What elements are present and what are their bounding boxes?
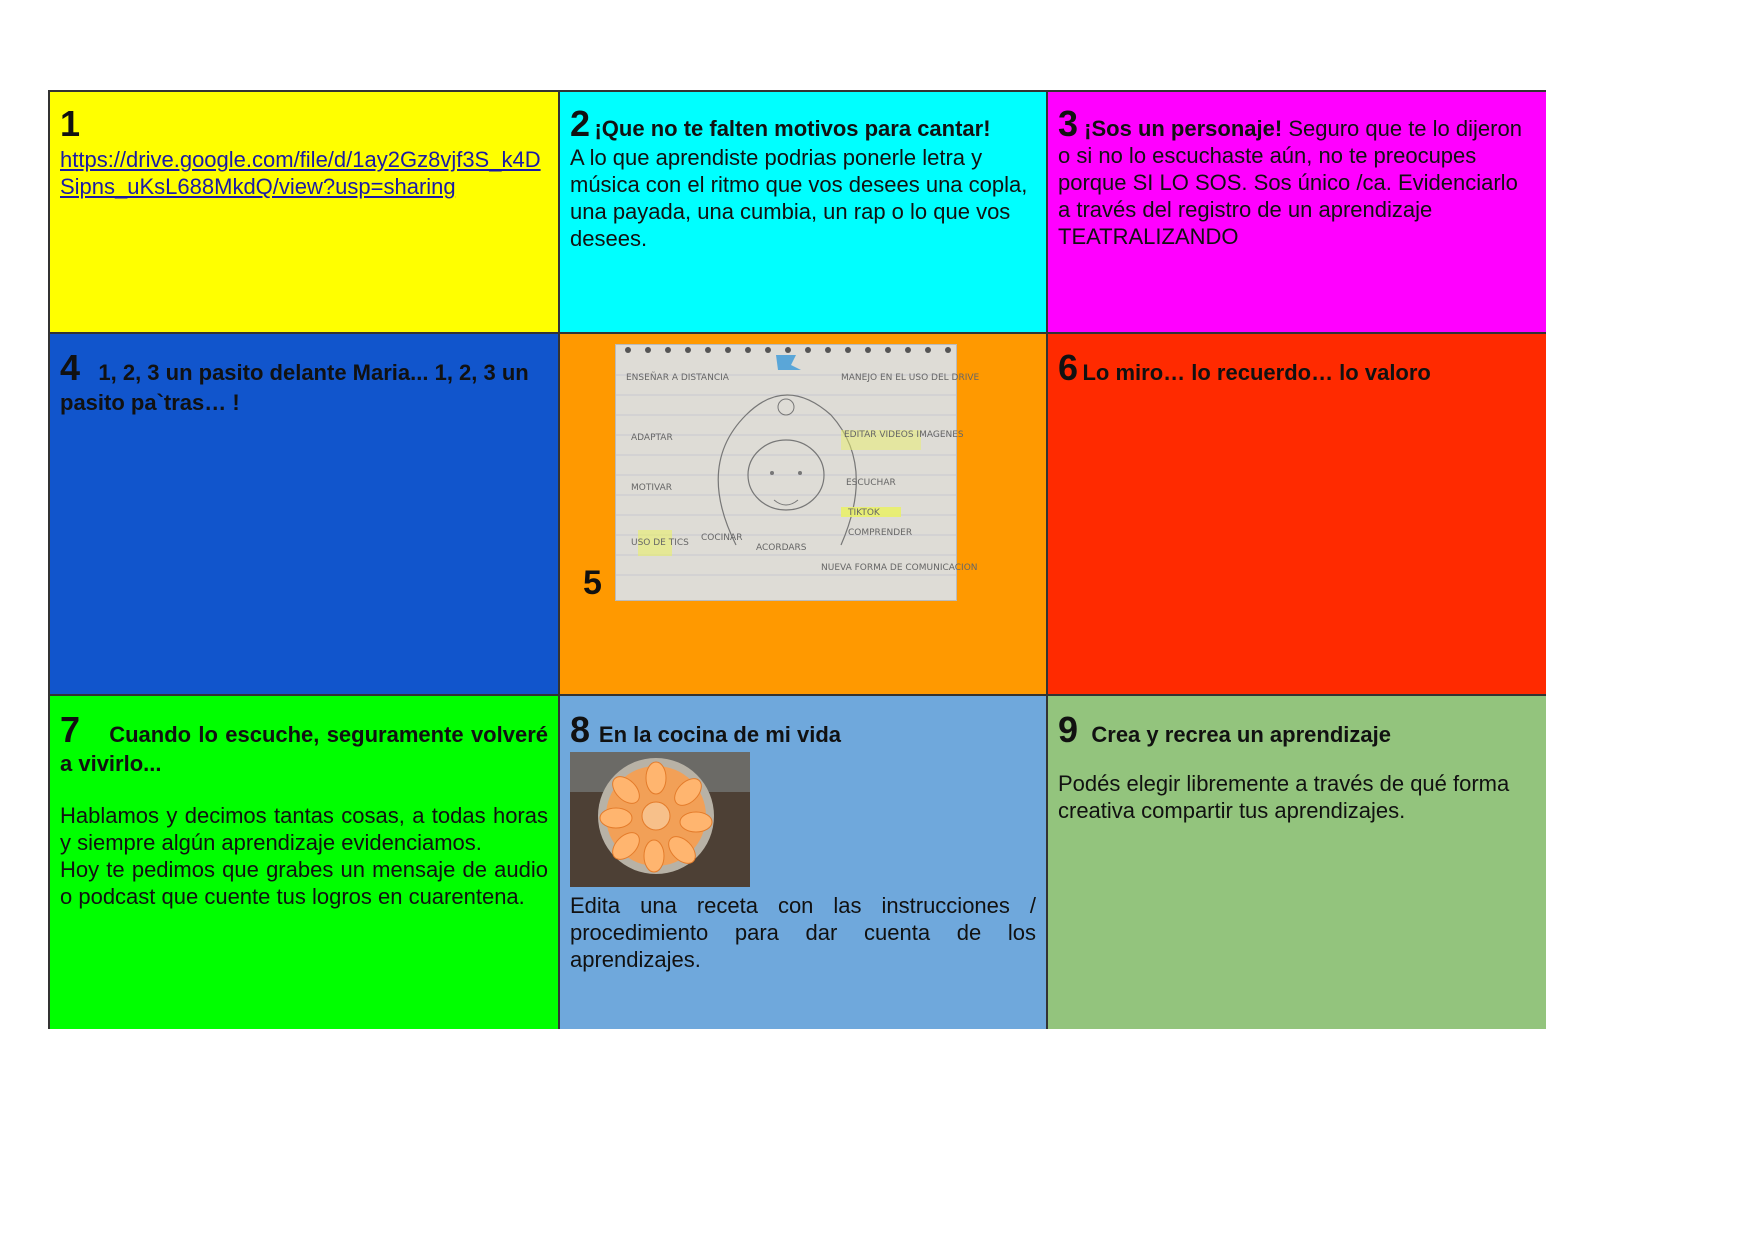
cell-number: 7 [60,709,81,750]
sketch-word: NUEVA FORMA DE COMUNICACION [821,563,978,573]
cell-body: A lo que aprendiste podrias ponerle letra y música con el ritmo que vos desees una copla, una payada, una cumbia, un rap o lo que vos desees. [570,145,1028,251]
sketch-word: USO DE TICS [631,538,689,548]
sketch-word: COCINAR [701,533,743,543]
cell-body: Edita una receta con las instrucciones / procedimiento para dar cuenta de los aprendizajes. [570,893,1036,972]
cell-number: 8 [570,709,591,750]
sketch-word: ENSEÑAR A DISTANCIA [626,373,729,383]
cell-title: Cuando lo escuche, seguramente volveré a vivirlo... [60,722,548,776]
cell-title: Lo miro… lo recuerdo… lo valoro [1082,360,1431,385]
cell-2 [560,92,1048,334]
cell-number: 2 [570,103,591,144]
sketch-word: ESCUCHAR [846,478,896,488]
cell-7 [50,696,560,1029]
sketch-word: COMPRENDER [848,528,913,538]
cell-number: 5 [583,564,602,602]
cell-number: 9 [1058,709,1079,750]
mind-map-drawing [616,345,980,600]
cell-title: 1, 2, 3 un pasito delante Maria... 1, 2, 3 un pasito pa`tras… ! [60,360,529,415]
cell-3 [1048,92,1546,334]
cell-title: En la cocina de mi vida [598,722,842,747]
cell-body: Podés elegir libremente a través de qué forma creativa compartir tus aprendizajes. [1058,771,1510,823]
drive-link[interactable]: https://drive.google.com/file/d/1ay2Gz8vjf3S_k4DSipns_uKsL688MkdQ/view?usp=sharing [60,147,541,199]
cell-number: 3 [1058,103,1079,144]
sketch-word: ACORDARS [756,543,807,553]
cell-8 [560,696,1048,1029]
cell-1 [50,92,560,334]
sketch-word: TIKTOK [848,508,880,518]
tart-image [570,752,750,887]
cell-title: ¡Sos un personaje! [1084,116,1283,141]
cell-title: Crea y recrea un aprendizaje [1091,722,1391,747]
sketch-word: MOTIVAR [631,483,672,493]
cell-6 [1048,334,1546,696]
cell-body-2: Hoy te pedimos que grabes un mensaje de audio o podcast que cuente tus logros en cuarentena. [60,857,548,909]
tart-photo [570,752,750,887]
sketch-word: ADAPTAR [631,433,673,443]
cell-5 [560,334,1048,696]
activity-grid [48,90,1546,1029]
sketch-word: EDITAR VIDEOS IMAGENES [844,430,964,440]
cell-body: Hablamos y decimos tantas cosas, a todas horas y siempre algún aprendizaje evidenciamos. [60,803,548,855]
sketch-word: MANEJO EN EL USO DEL DRIVE [841,373,980,383]
cell-body: Seguro que te lo dijeron o si no lo escuchaste aún, no te preocupes porque SI LO SOS. Sos único /ca. Evidenciarlo a través del registro de un aprendizaje TEATRALIZANDO [1058,116,1522,249]
cell-number: 1 [60,103,81,144]
cell-number: 4 [60,347,81,388]
cell-9 [1048,696,1546,1029]
cell-title: ¡Que no te falten motivos para cantar! [594,116,991,141]
cell-4 [50,334,560,696]
mind-map-photo [615,344,980,601]
cell-number: 6 [1058,347,1079,388]
